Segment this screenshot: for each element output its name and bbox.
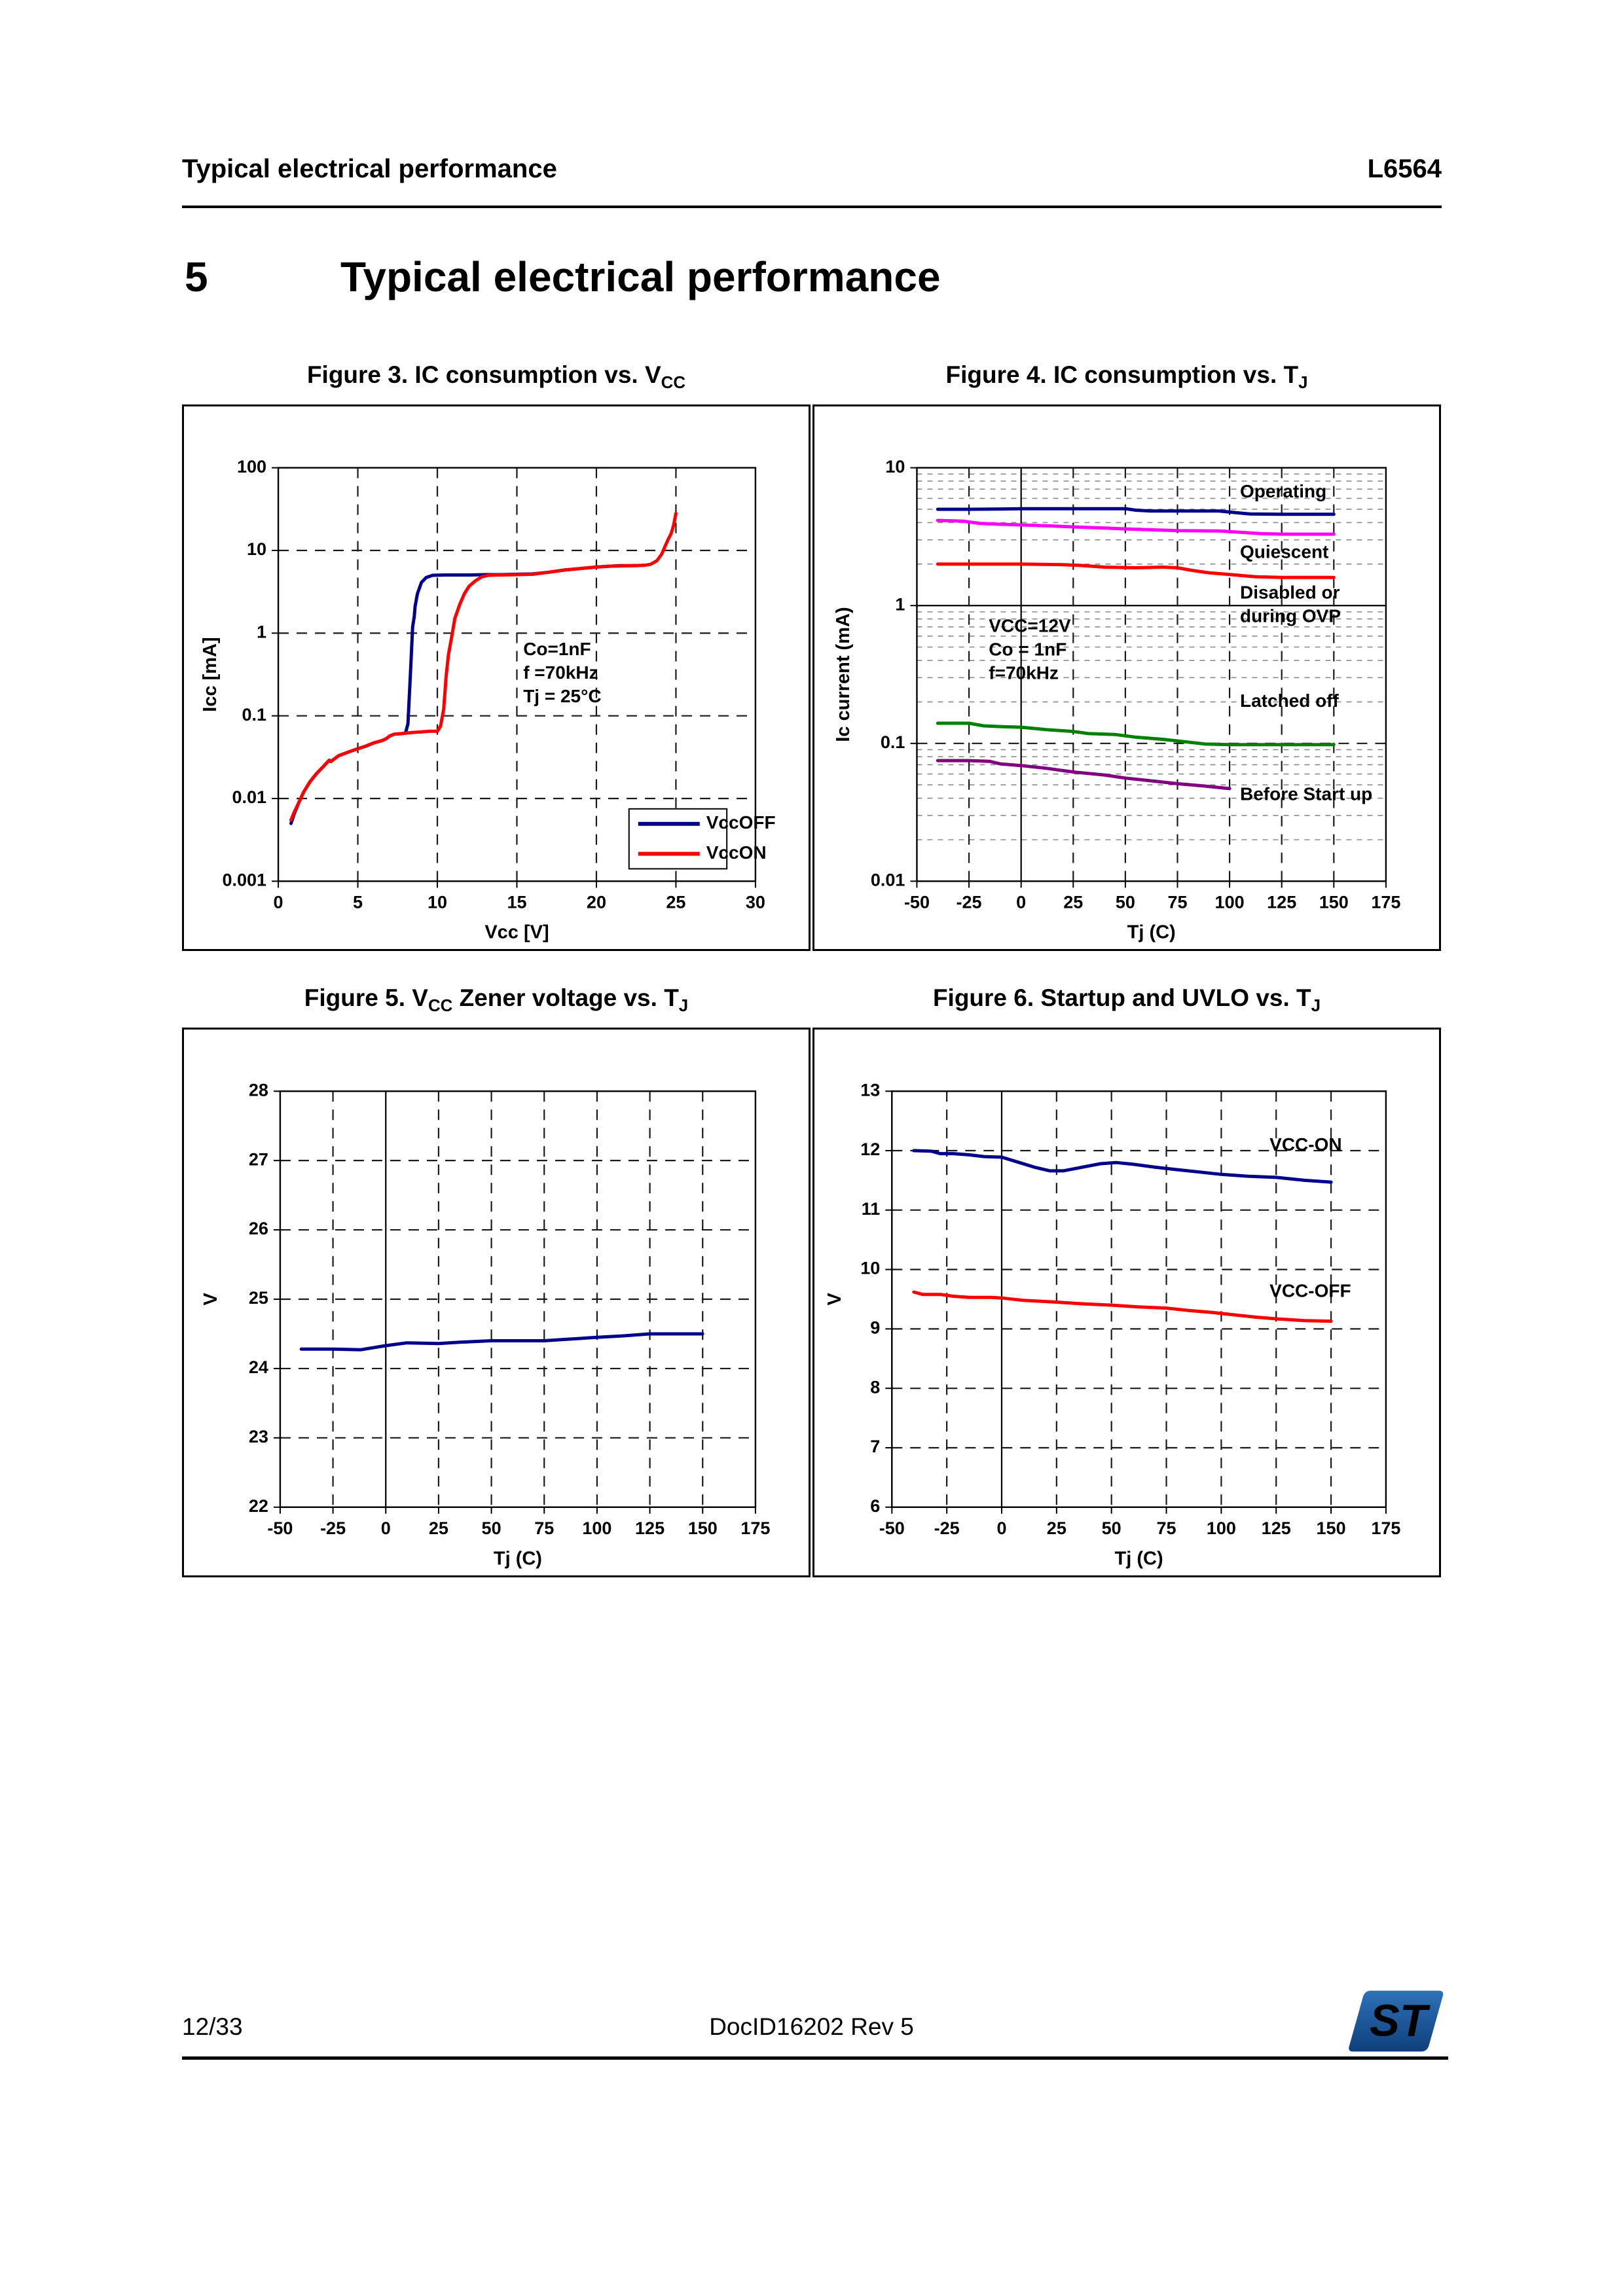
figure3-chart [182, 404, 811, 951]
svg-text:ST: ST [1369, 1995, 1428, 2046]
x-tick-label: 150 [1316, 1518, 1346, 1538]
figure5-caption [182, 984, 811, 1016]
x-tick-label: 100 [1206, 1518, 1236, 1538]
y-tick-label: 26 [248, 1219, 268, 1239]
series-Vcc-zener [301, 1334, 702, 1350]
y-tick-label: 7 [870, 1437, 881, 1457]
x-tick-label: -25 [934, 1518, 960, 1538]
x-tick-label: 175 [740, 1518, 771, 1538]
header-part-number: L6564 [1367, 154, 1442, 183]
caption-subscript: J [678, 996, 689, 1015]
caption-text: Figure 3. IC consumption vs. V [306, 361, 661, 388]
x-tick-label: -25 [956, 892, 982, 912]
section-number: 5 [185, 253, 208, 300]
x-tick-label: 125 [635, 1518, 665, 1538]
legend-label: VccON [706, 842, 767, 863]
plot-label: Disabled or [1240, 582, 1340, 603]
st-logo-graphic [1347, 1990, 1446, 2053]
y-tick-label: 12 [860, 1139, 881, 1160]
plot-label: Quiescent [1240, 541, 1329, 562]
x-tick-label: 10 [427, 892, 448, 912]
x-tick-label: 125 [1267, 892, 1297, 912]
x-tick-label: 175 [1371, 892, 1401, 912]
x-tick-label: 75 [1167, 892, 1188, 912]
y-tick-label: 6 [870, 1496, 881, 1516]
x-tick-label: -50 [903, 892, 930, 912]
caption-subscript: CC [661, 373, 686, 392]
y-tick-label: 9 [870, 1318, 881, 1338]
x-tick-label: 0 [380, 1518, 391, 1538]
y-tick-label: 11 [861, 1198, 881, 1219]
y-tick-label: 10 [885, 456, 905, 476]
plot-label: Before Start up [1240, 783, 1373, 804]
plot-label: Co = 1nF [989, 639, 1067, 660]
x-tick-label: 50 [1115, 892, 1135, 912]
plot-label: VCC-ON [1269, 1134, 1342, 1155]
legend-label: VccOFF [706, 812, 776, 833]
y-axis-title: Icc [mA] [199, 637, 221, 712]
x-tick-label: 100 [582, 1518, 612, 1538]
y-tick-label: 10 [860, 1258, 881, 1278]
series-Latched-off [938, 723, 1334, 745]
x-tick-label: 175 [1371, 1518, 1401, 1538]
x-tick-label: 75 [1156, 1518, 1176, 1538]
caption-subscript: J [1298, 373, 1308, 392]
st-logo [1347, 1990, 1446, 2054]
figure4-caption [812, 361, 1441, 393]
figure6-plot [814, 1030, 1439, 1575]
caption-subscript: CC [428, 996, 453, 1015]
y-axis-title: V [824, 1293, 846, 1306]
x-tick-label: -25 [320, 1518, 346, 1538]
y-tick-label: 0.01 [870, 870, 905, 890]
x-tick-label: 150 [687, 1518, 718, 1538]
figure6-caption [812, 984, 1441, 1016]
y-tick-label: 13 [860, 1080, 881, 1100]
x-tick-label: 25 [666, 892, 686, 912]
x-tick-label: 50 [481, 1518, 501, 1538]
x-tick-label: 150 [1319, 892, 1349, 912]
plot-label: VCC-OFF [1269, 1280, 1351, 1301]
y-tick-label: 0.1 [880, 732, 905, 752]
figure5-plot [184, 1030, 809, 1575]
plot-label: Tj = 25°C [523, 685, 602, 706]
x-tick-label: 125 [1261, 1518, 1291, 1538]
x-tick-label: 100 [1214, 892, 1245, 912]
plot-label: Latched off [1240, 690, 1339, 711]
figure4-plot [814, 406, 1439, 949]
figure4-chart [812, 404, 1441, 951]
x-tick-label: -50 [879, 1518, 905, 1538]
x-tick-label: 20 [586, 892, 606, 912]
caption-text: Figure 5. V [304, 984, 428, 1011]
y-tick-label: 0.01 [232, 787, 267, 808]
y-tick-label: 22 [248, 1496, 268, 1516]
y-tick-label: 28 [248, 1080, 268, 1100]
footer-page-number: 12/33 [182, 2013, 243, 2040]
y-axis-title: Ic current (mA) [833, 607, 854, 742]
header-divider [182, 206, 1442, 208]
x-tick-label: 0 [1016, 892, 1027, 912]
y-tick-label: 0.1 [242, 704, 267, 725]
x-tick-label: -50 [267, 1518, 293, 1538]
series-VccON [291, 514, 676, 820]
caption-text: Figure 6. Startup and UVLO vs. T [932, 984, 1311, 1011]
plot-label: Operating [1240, 481, 1327, 502]
caption-text: Figure 4. IC consumption vs. T [945, 361, 1299, 388]
y-tick-label: 0.001 [222, 870, 267, 890]
y-tick-label: 27 [248, 1149, 268, 1170]
y-tick-label: 23 [248, 1426, 268, 1446]
footer-doc-id: DocID16202 Rev 5 [709, 2013, 914, 2040]
plot-label: f =70kHz [523, 662, 598, 683]
footer-divider [182, 2056, 1448, 2060]
caption-text: Zener voltage vs. T [452, 984, 679, 1011]
figure6-chart [812, 1028, 1441, 1577]
plot-label: f=70kHz [989, 662, 1059, 683]
x-tick-label: 0 [996, 1518, 1007, 1538]
x-tick-label: 25 [1046, 1518, 1067, 1538]
x-tick-label: 15 [507, 892, 527, 912]
series-Disabled-or-during-OVP [938, 564, 1334, 577]
header-section-title: Typical electrical performance [182, 154, 557, 183]
x-axis-title: Tj (C) [493, 1548, 542, 1570]
x-tick-label: 5 [353, 892, 363, 912]
y-tick-label: 8 [870, 1377, 881, 1397]
y-tick-label: 10 [247, 539, 267, 560]
y-tick-label: 1 [895, 594, 905, 615]
y-tick-label: 1 [257, 622, 267, 642]
x-tick-label: 30 [745, 892, 765, 912]
x-axis-title: Vcc [V] [484, 922, 549, 943]
figure3-caption [182, 361, 811, 393]
y-tick-label: 25 [248, 1288, 268, 1308]
y-tick-label: 24 [248, 1357, 268, 1378]
x-tick-label: 0 [273, 892, 283, 912]
x-tick-label: 25 [428, 1518, 448, 1538]
x-axis-title: Tj (C) [1127, 922, 1176, 943]
plot-label: during OVP [1240, 605, 1341, 626]
y-tick-label: 100 [236, 456, 267, 476]
y-axis-title: V [200, 1293, 221, 1306]
figure5-chart [182, 1028, 811, 1577]
caption-subscript: J [1311, 996, 1321, 1015]
x-tick-label: 75 [534, 1518, 555, 1538]
plot-label: Co=1nF [523, 638, 591, 659]
section-heading: Typical electrical performance [340, 253, 941, 300]
plot-label: VCC=12V [989, 615, 1071, 636]
series-VCC-OFF [914, 1292, 1331, 1321]
figure3-plot [184, 406, 809, 949]
series-VCC-ON [914, 1151, 1331, 1182]
x-axis-title: Tj (C) [1114, 1548, 1163, 1570]
x-tick-label: 25 [1063, 892, 1084, 912]
x-tick-label: 50 [1101, 1518, 1122, 1538]
